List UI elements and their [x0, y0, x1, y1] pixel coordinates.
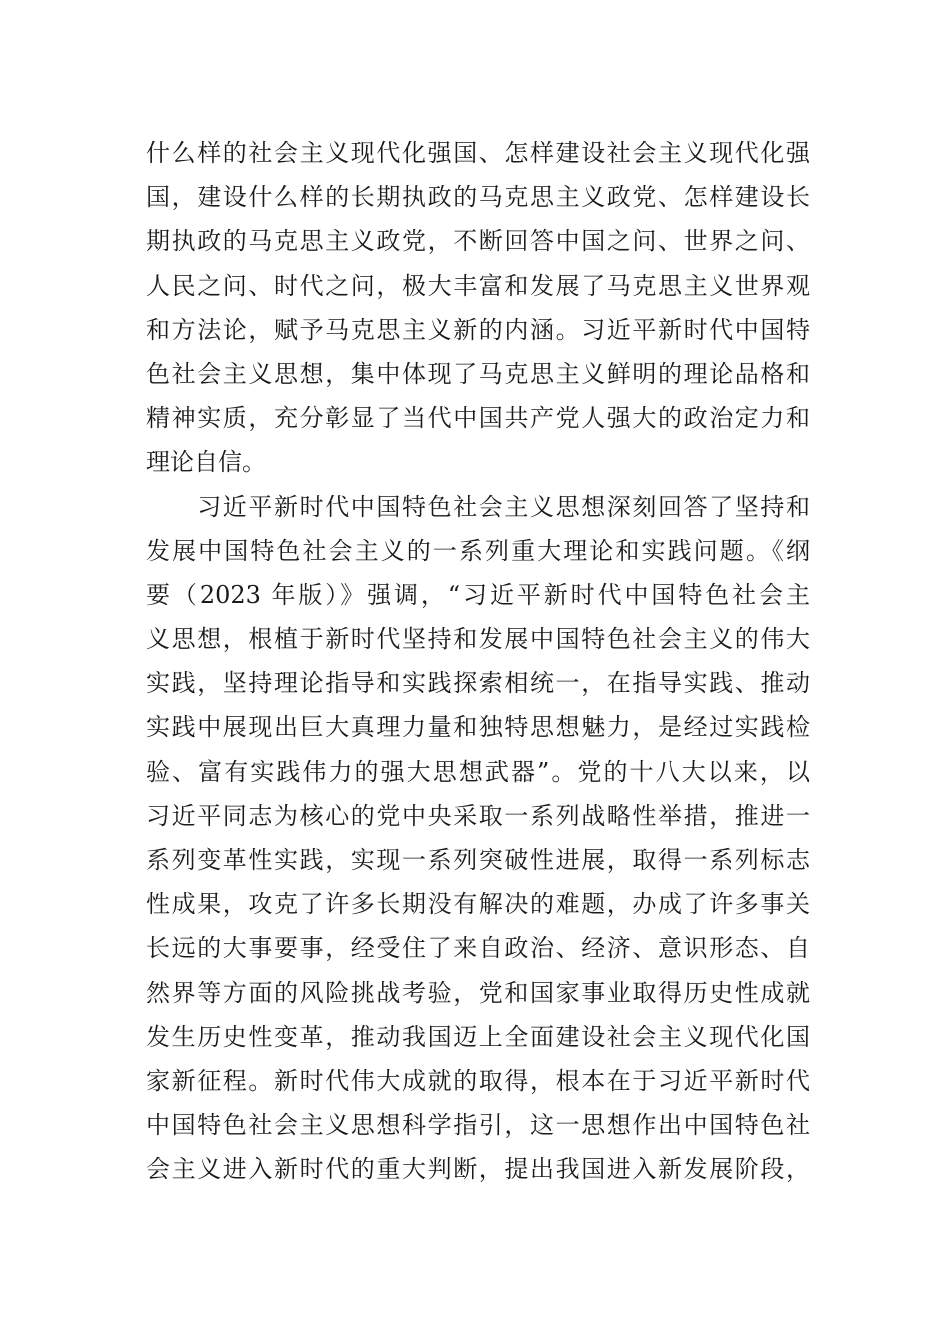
text-line: 家新征程。新时代伟大成就的取得，根本在于习近平新时代	[146, 1066, 810, 1095]
text-line: 人民之问、时代之问，极大丰富和发展了马克思主义世界观	[146, 271, 810, 300]
paragraph-end-line: 理论自信。	[146, 448, 266, 477]
text-line: 长远的大事要事，经受住了来自政治、经济、意识形态、自	[146, 934, 810, 963]
text-line: 和方法论，赋予马克思主义新的内涵。习近平新时代中国特	[146, 315, 810, 344]
text-line: 中国特色社会主义思想科学指引，这一思想作出中国特色社	[146, 1111, 810, 1140]
text-line: 国，建设什么样的长期执政的马克思主义政党、怎样建设长	[146, 183, 810, 212]
text-line: 实践中展现出巨大真理力量和独特思想魅力，是经过实践检	[146, 713, 810, 742]
text-line: 期执政的马克思主义政党，不断回答中国之问、世界之问、	[146, 227, 810, 256]
text-line: 性成果，攻克了许多长期没有解决的难题，办成了许多事关	[146, 890, 810, 919]
text-line: 发生历史性变革，推动我国迈上全面建设社会主义现代化国	[146, 1022, 810, 1051]
text-line: 发展中国特色社会主义的一系列重大理论和实践问题。《纲	[146, 536, 810, 565]
text-line: 义思想，根植于新时代坚持和发展中国特色社会主义的伟大	[146, 625, 810, 654]
paragraph-start-line: 习近平新时代中国特色社会主义思想深刻回答了坚持和	[146, 492, 810, 521]
text-line: 习近平同志为核心的党中央采取一系列战略性举措，推进一	[146, 801, 810, 830]
text-line: 色社会主义思想，集中体现了马克思主义鲜明的理论品格和	[146, 359, 810, 388]
text-line: 实践，坚持理论指导和实践探索相统一，在指导实践、推动	[146, 669, 810, 698]
text-line: 什么样的社会主义现代化强国、怎样建设社会主义现代化强	[146, 139, 810, 167]
text-line: 然界等方面的风险挑战考验，党和国家事业取得历史性成就	[146, 978, 810, 1007]
body-text	[146, 131, 810, 1192]
text-line: 会主义进入新时代的重大判断，提出我国进入新发展阶段，	[146, 1155, 810, 1184]
text-line: 精神实质，充分彰显了当代中国共产党人强大的政治定力和	[146, 404, 810, 433]
text-line: 系列变革性实践，实现一系列突破性进展，取得一系列标志	[146, 846, 810, 874]
text-line: 验、富有实践伟力的强大思想武器”。党的十八大以来，以	[146, 757, 810, 786]
text-line: 要（2023 年版）》强调，“习近平新时代中国特色社会主	[146, 580, 810, 609]
